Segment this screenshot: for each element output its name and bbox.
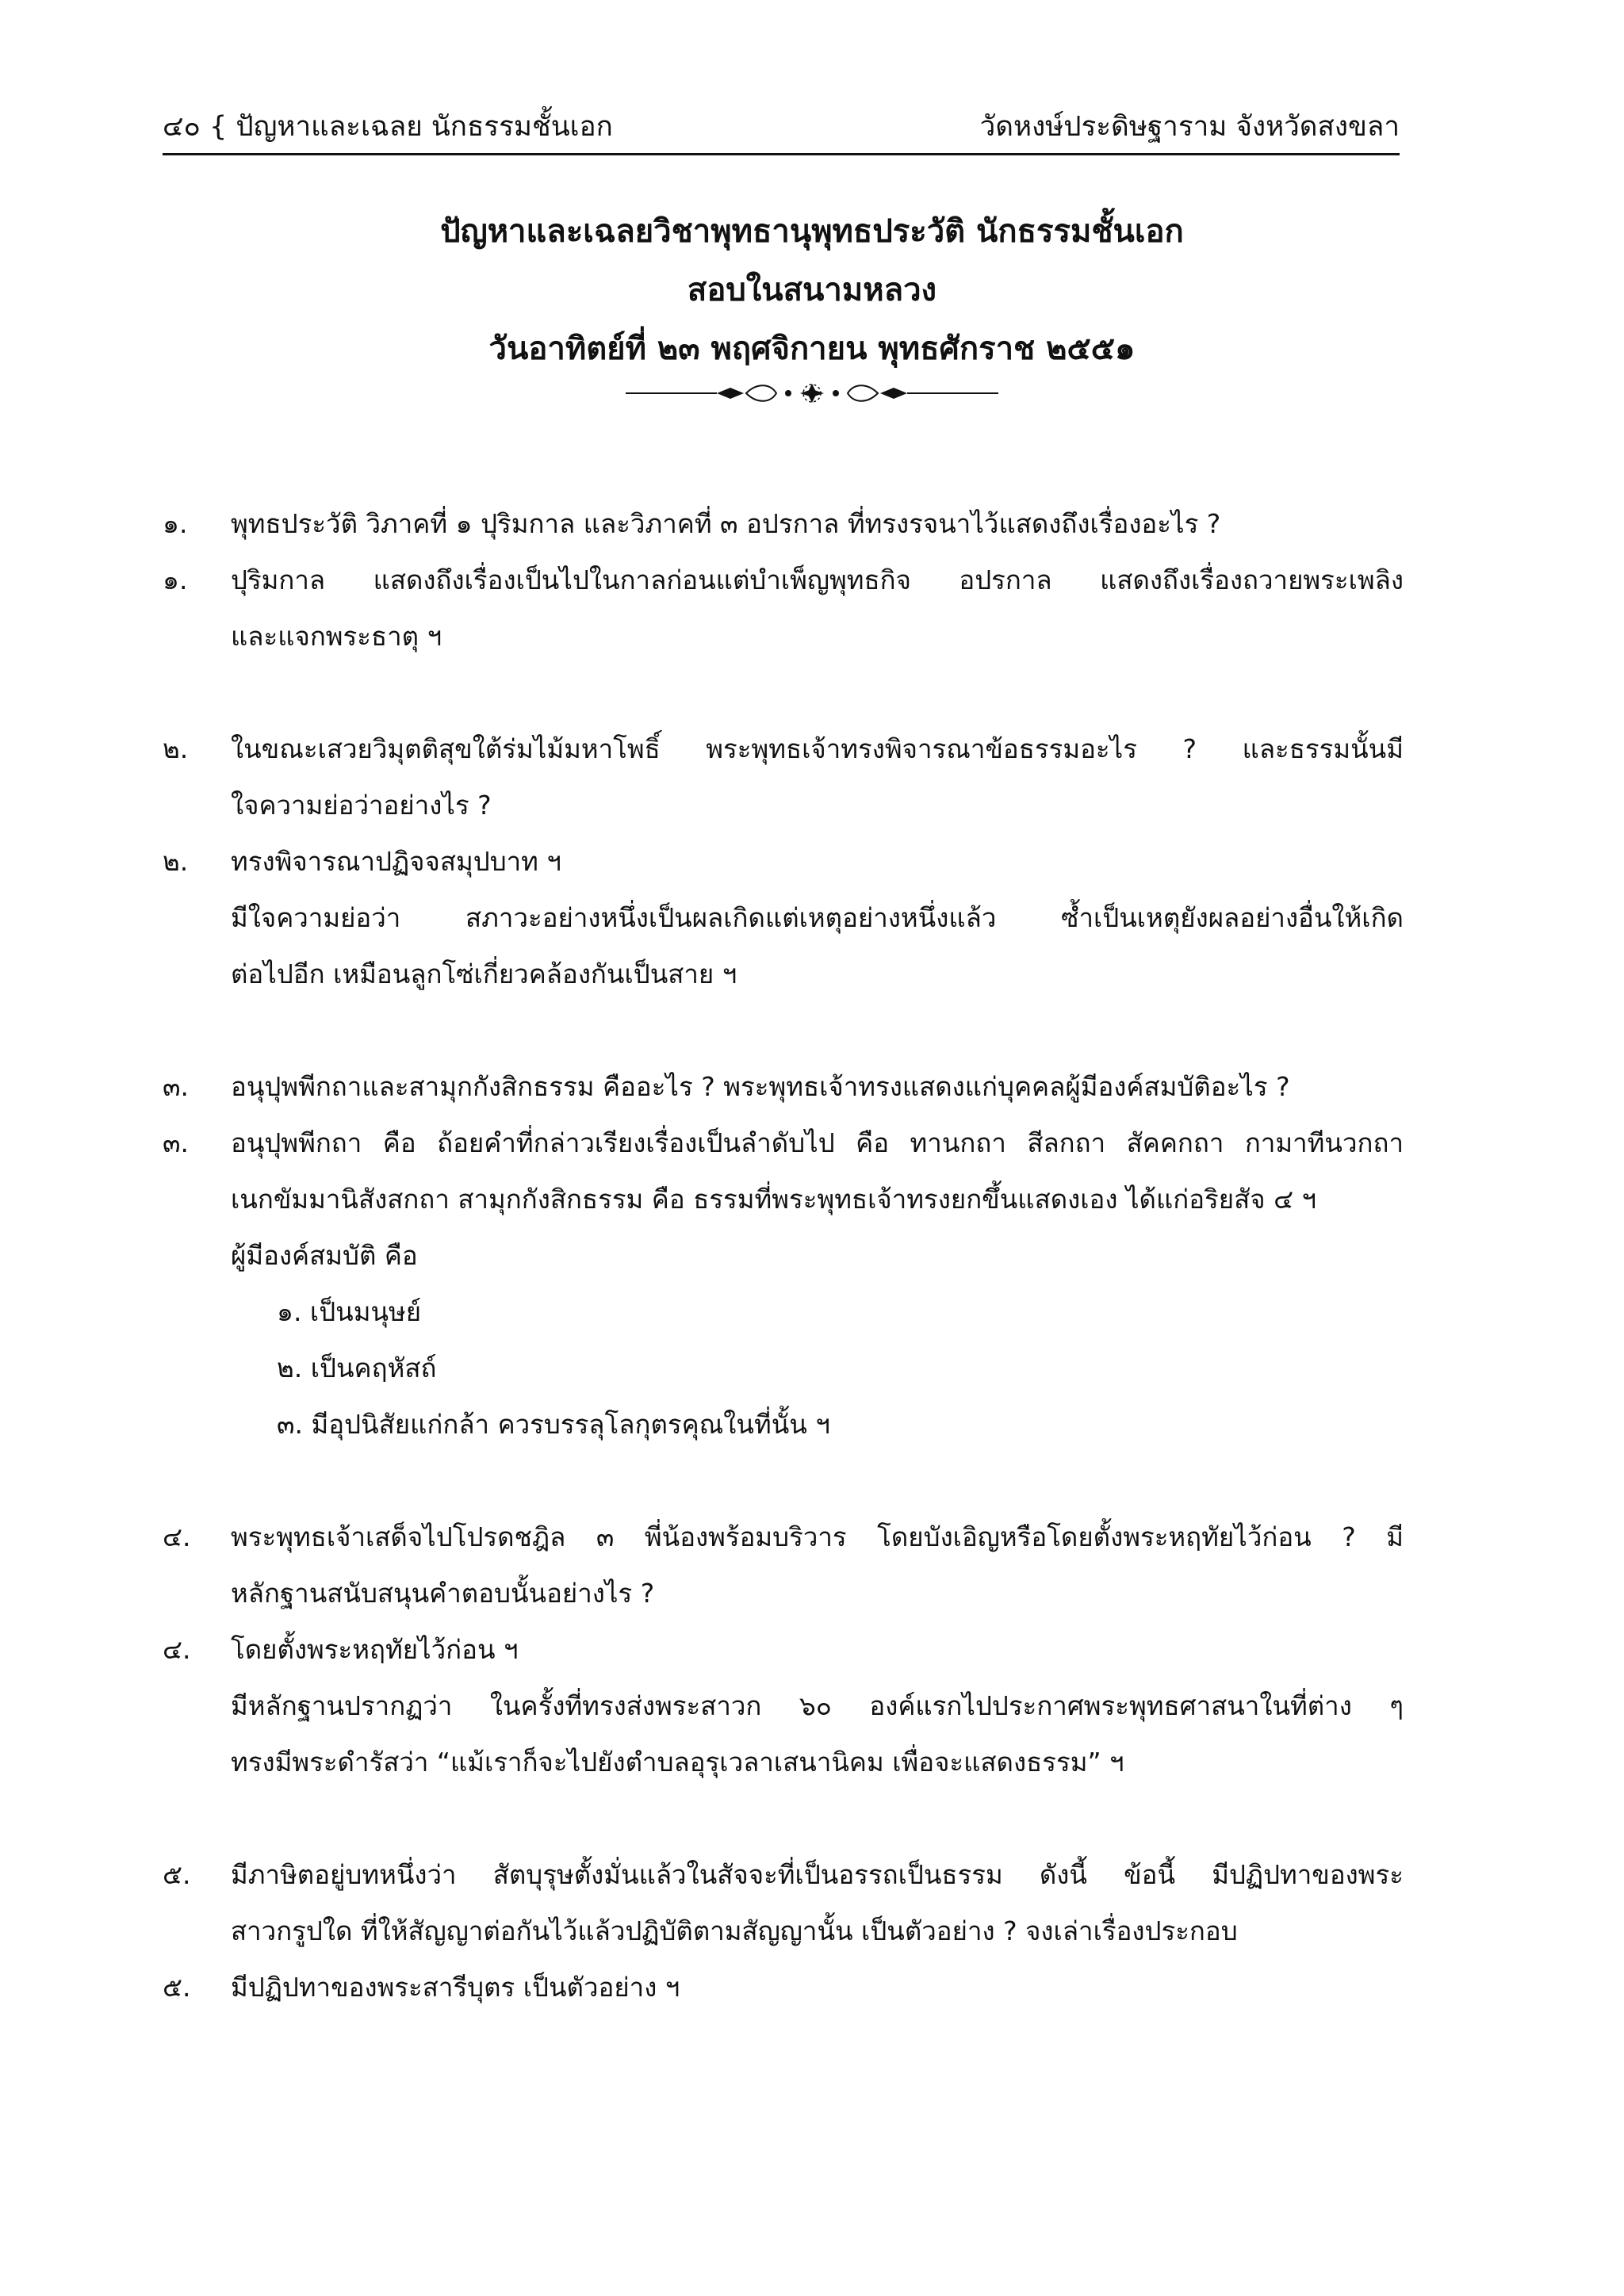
question-number: ๑.	[163, 508, 188, 539]
qa-list	[163, 496, 1404, 2015]
answer-list-item: ๓. มีอุปนิสัยแก่กล้า ควรบรรลุโลกุตรคุณในที่นั้น ฯ	[277, 1409, 830, 1440]
ornament-divider-icon	[626, 381, 998, 405]
qa-item	[163, 1846, 1404, 2015]
question-number: ๓.	[163, 1071, 190, 1102]
title-exam-venue: สอบในสนามหลวง	[687, 272, 937, 308]
answer-number: ๑.	[163, 564, 188, 595]
answer	[163, 1115, 1404, 1452]
answer-text-line: ปุริมกาล แสดงถึงเรื่องเป็นไปในกาลก่อนแต่บำเพ็ญพุทธกิจ อปรกาล แสดงถึงเรื่องถวายพระเพลิง	[231, 564, 1404, 595]
answer	[163, 552, 1404, 664]
answer-number: ๕.	[163, 1972, 191, 2003]
question-text-line: มีภาษิตอยู่บทหนึ่งว่า สัตบุรุษตั้งมั่นแล้วในสัจจะที่เป็นอรรถเป็นธรรม ดังนี้ ข้อนี้ มีปฏิปทาของพระ	[231, 1859, 1404, 1890]
answer-number: ๒.	[163, 846, 189, 877]
qa-item	[163, 496, 1404, 664]
answer-text-line: ผู้มีองค์สมบัติ คือ	[231, 1240, 418, 1271]
answer	[163, 833, 1404, 1002]
answer-text-line: มีหลักฐานปรากฏว่า ในครั้งที่ทรงส่งพระสาวก ๖๐ องค์แรกไปประกาศพระพุทธศาสนาในที่ต่าง ๆ	[231, 1690, 1404, 1721]
title-exam-date: วันอาทิตย์ที่ ๒๓ พฤศจิกายน พุทธศักราช ๒๕๕๑	[488, 331, 1136, 367]
question	[163, 1846, 1404, 1959]
qa-item	[163, 721, 1404, 1002]
answer-text-line: มีปฏิปทาของพระสารีบุตร เป็นตัวอย่าง ฯ	[231, 1972, 680, 2003]
answer-text-line: และแจกพระธาตุ ฯ	[231, 621, 442, 652]
question	[163, 1509, 1404, 1621]
answer-number: ๔.	[163, 1634, 191, 1665]
answer-text-line: ทรงพิจารณาปฏิจจสมุปบาท ฯ	[231, 846, 561, 877]
question-text-line: อนุปุพพีกถาและสามุกกังสิกธรรม คืออะไร ? พระพุทธเจ้าทรงแสดงแก่บุคคลผู้มีองค์สมบัติอะไร ?	[231, 1071, 1290, 1102]
question-text-line: พุทธประวัติ วิภาคที่ ๑ ปุริมกาล และวิภาคที่ ๓ อปรกาล ที่ทรงรจนาไว้แสดงถึงเรื่องอะไร ?	[231, 508, 1221, 539]
header-left-text: ๔๐ { ปัญหาและเฉลย นักธรรมชั้นเอก	[163, 111, 613, 143]
question	[163, 721, 1404, 833]
answer-number: ๓.	[163, 1127, 190, 1158]
answer-list-item: ๑. เป็นมนุษย์	[277, 1296, 422, 1327]
answer	[163, 1621, 1404, 1790]
question-number: ๔.	[163, 1521, 191, 1552]
question-number: ๒.	[163, 733, 189, 764]
answer-list-item: ๒. เป็นคฤหัสถ์	[277, 1353, 437, 1383]
qa-item	[163, 1509, 1404, 1790]
answer-text-line: ทรงมีพระดำรัสว่า “แม้เราก็จะไปยังตำบลอุรุเวลาเสนานิคม เพื่อจะแสดงธรรม” ฯ	[231, 1747, 1124, 1777]
header-right-text: วัดหงษ์ประดิษฐาราม จังหวัดสงขลา	[979, 111, 1400, 143]
question	[163, 1058, 1404, 1115]
answer-text-line: มีใจความย่อว่า สภาวะอย่างหนึ่งเป็นผลเกิดแต่เหตุอย่างหนึ่งแล้ว ซ้ำเป็นเหตุยังผลอย่างอื่นให้เกิด	[231, 902, 1404, 933]
title-subject: ปัญหาและเฉลยวิชาพุทธานุพุทธประวัติ นักธรรมชั้นเอก	[440, 213, 1184, 250]
question-text-line: พระพุทธเจ้าเสด็จไปโปรดชฎิล ๓ พี่น้องพร้อมบริวาร โดยบังเอิญหรือโดยตั้งพระหฤทัยไว้ก่อน ? มี	[231, 1521, 1404, 1552]
question-text-line: ในขณะเสวยวิมุตติสุขใต้ร่มไม้มหาโพธิ์ พระพุทธเจ้าทรงพิจารณาข้อธรรมอะไร ? และธรรมนั้นมี	[231, 733, 1404, 764]
answer-text-line: โดยตั้งพระหฤทัยไว้ก่อน ฯ	[231, 1634, 519, 1665]
answer-text-line: อนุปุพพีกถา คือ ถ้อยคำที่กล่าวเรียงเรื่องเป็นลำดับไป คือ ทานกถา สีลกถา สัคคกถา กามาทีนวกถา	[231, 1127, 1404, 1158]
question-text-line: สาวกรูปใด ที่ให้สัญญาต่อกันไว้แล้วปฏิบัติตามสัญญานั้น เป็นตัวอย่าง ? จงเล่าเรื่องประกอบ	[231, 1915, 1238, 1946]
question-number: ๕.	[163, 1859, 191, 1890]
question-text-line: ใจความย่อว่าอย่างไร ?	[231, 790, 492, 821]
answer-text-line: เนกขัมมานิสังสกถา สามุกกังสิกธรรม คือ ธรรมที่พระพุทธเจ้าทรงยกขึ้นแสดงเอง ได้แก่อริยสัจ ๔ ฯ	[231, 1184, 1317, 1215]
answer	[163, 1959, 1404, 2015]
qa-item	[163, 1058, 1404, 1452]
title-block	[0, 202, 1624, 405]
question	[163, 496, 1404, 552]
running-header	[163, 107, 1400, 155]
answer-text-line: ต่อไปอีก เหมือนลูกโซ่เกี่ยวคล้องกันเป็นสาย ฯ	[231, 959, 737, 989]
question-text-line: หลักฐานสนับสนุนคำตอบนั้นอย่างไร ?	[231, 1578, 655, 1609]
